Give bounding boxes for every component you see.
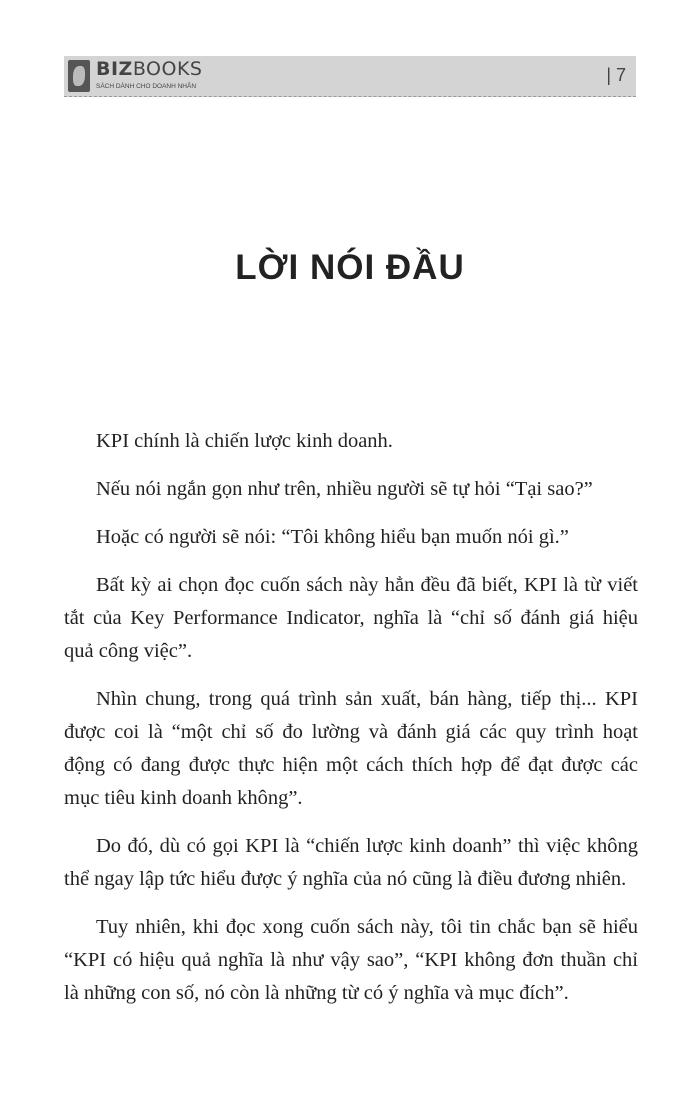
text-line: là những con số, nó còn là những từ có ý nghĩa và mục đích”. (64, 982, 569, 1004)
text-line: Hoặc có người sẽ nói: “Tôi không hiểu bạn muốn nói gì.” (96, 526, 569, 548)
paragraph (64, 569, 638, 668)
body-text (64, 425, 638, 1025)
text-line: mục tiêu kinh doanh không”. (64, 787, 303, 809)
text-line: được coi là “một chỉ số đo lường và đánh giá các quy trình hoạt (64, 721, 638, 743)
text-line: quả công việc”. (64, 640, 193, 662)
brand-tagline: SÁCH DÀNH CHO DOANH NHÂN (96, 83, 197, 90)
text-line: Tuy nhiên, khi đọc xong cuốn sách này, tôi tin chắc bạn sẽ hiểu (96, 916, 638, 938)
paragraph (64, 830, 638, 896)
page-number: | 7 (606, 65, 626, 85)
text-line: động có đang được thực hiện một cách thích hợp để đạt được các (64, 754, 638, 776)
text-line: tắt của Key Performance Indicator, nghĩa là “chỉ số đánh giá hiệu (64, 607, 638, 629)
running-header (64, 56, 636, 97)
text-line: Do đó, dù có gọi KPI là “chiến lược kinh doanh” thì việc không (96, 835, 638, 857)
paragraph (64, 473, 638, 506)
bizbooks-logo-icon (68, 60, 90, 92)
text-line: “KPI có hiệu quả nghĩa là như vậy sao”, “KPI không đơn thuần chỉ (64, 949, 638, 971)
text-line: Nhìn chung, trong quá trình sản xuất, bán hàng, tiếp thị... KPI (96, 688, 638, 710)
paragraph (64, 521, 638, 554)
paragraph (64, 425, 638, 458)
text-line: Bất kỳ ai chọn đọc cuốn sách này hẳn đều đã biết, KPI là từ viết (96, 574, 638, 596)
paragraph (64, 683, 638, 815)
brand-bold: BIZ (96, 58, 133, 80)
chapter-title: LỜI NÓI ĐẦU (235, 248, 465, 287)
text-line: thể ngay lập tức hiểu được ý nghĩa của nó cũng là điều đương nhiên. (64, 868, 627, 890)
paragraph (64, 911, 638, 1010)
text-line: Nếu nói ngắn gọn như trên, nhiều người sẽ tự hỏi “Tại sao?” (96, 478, 593, 500)
brand-rest: BOOKS (132, 58, 203, 80)
text-line: KPI chính là chiến lược kinh doanh. (96, 430, 393, 452)
brand-name (96, 58, 202, 80)
